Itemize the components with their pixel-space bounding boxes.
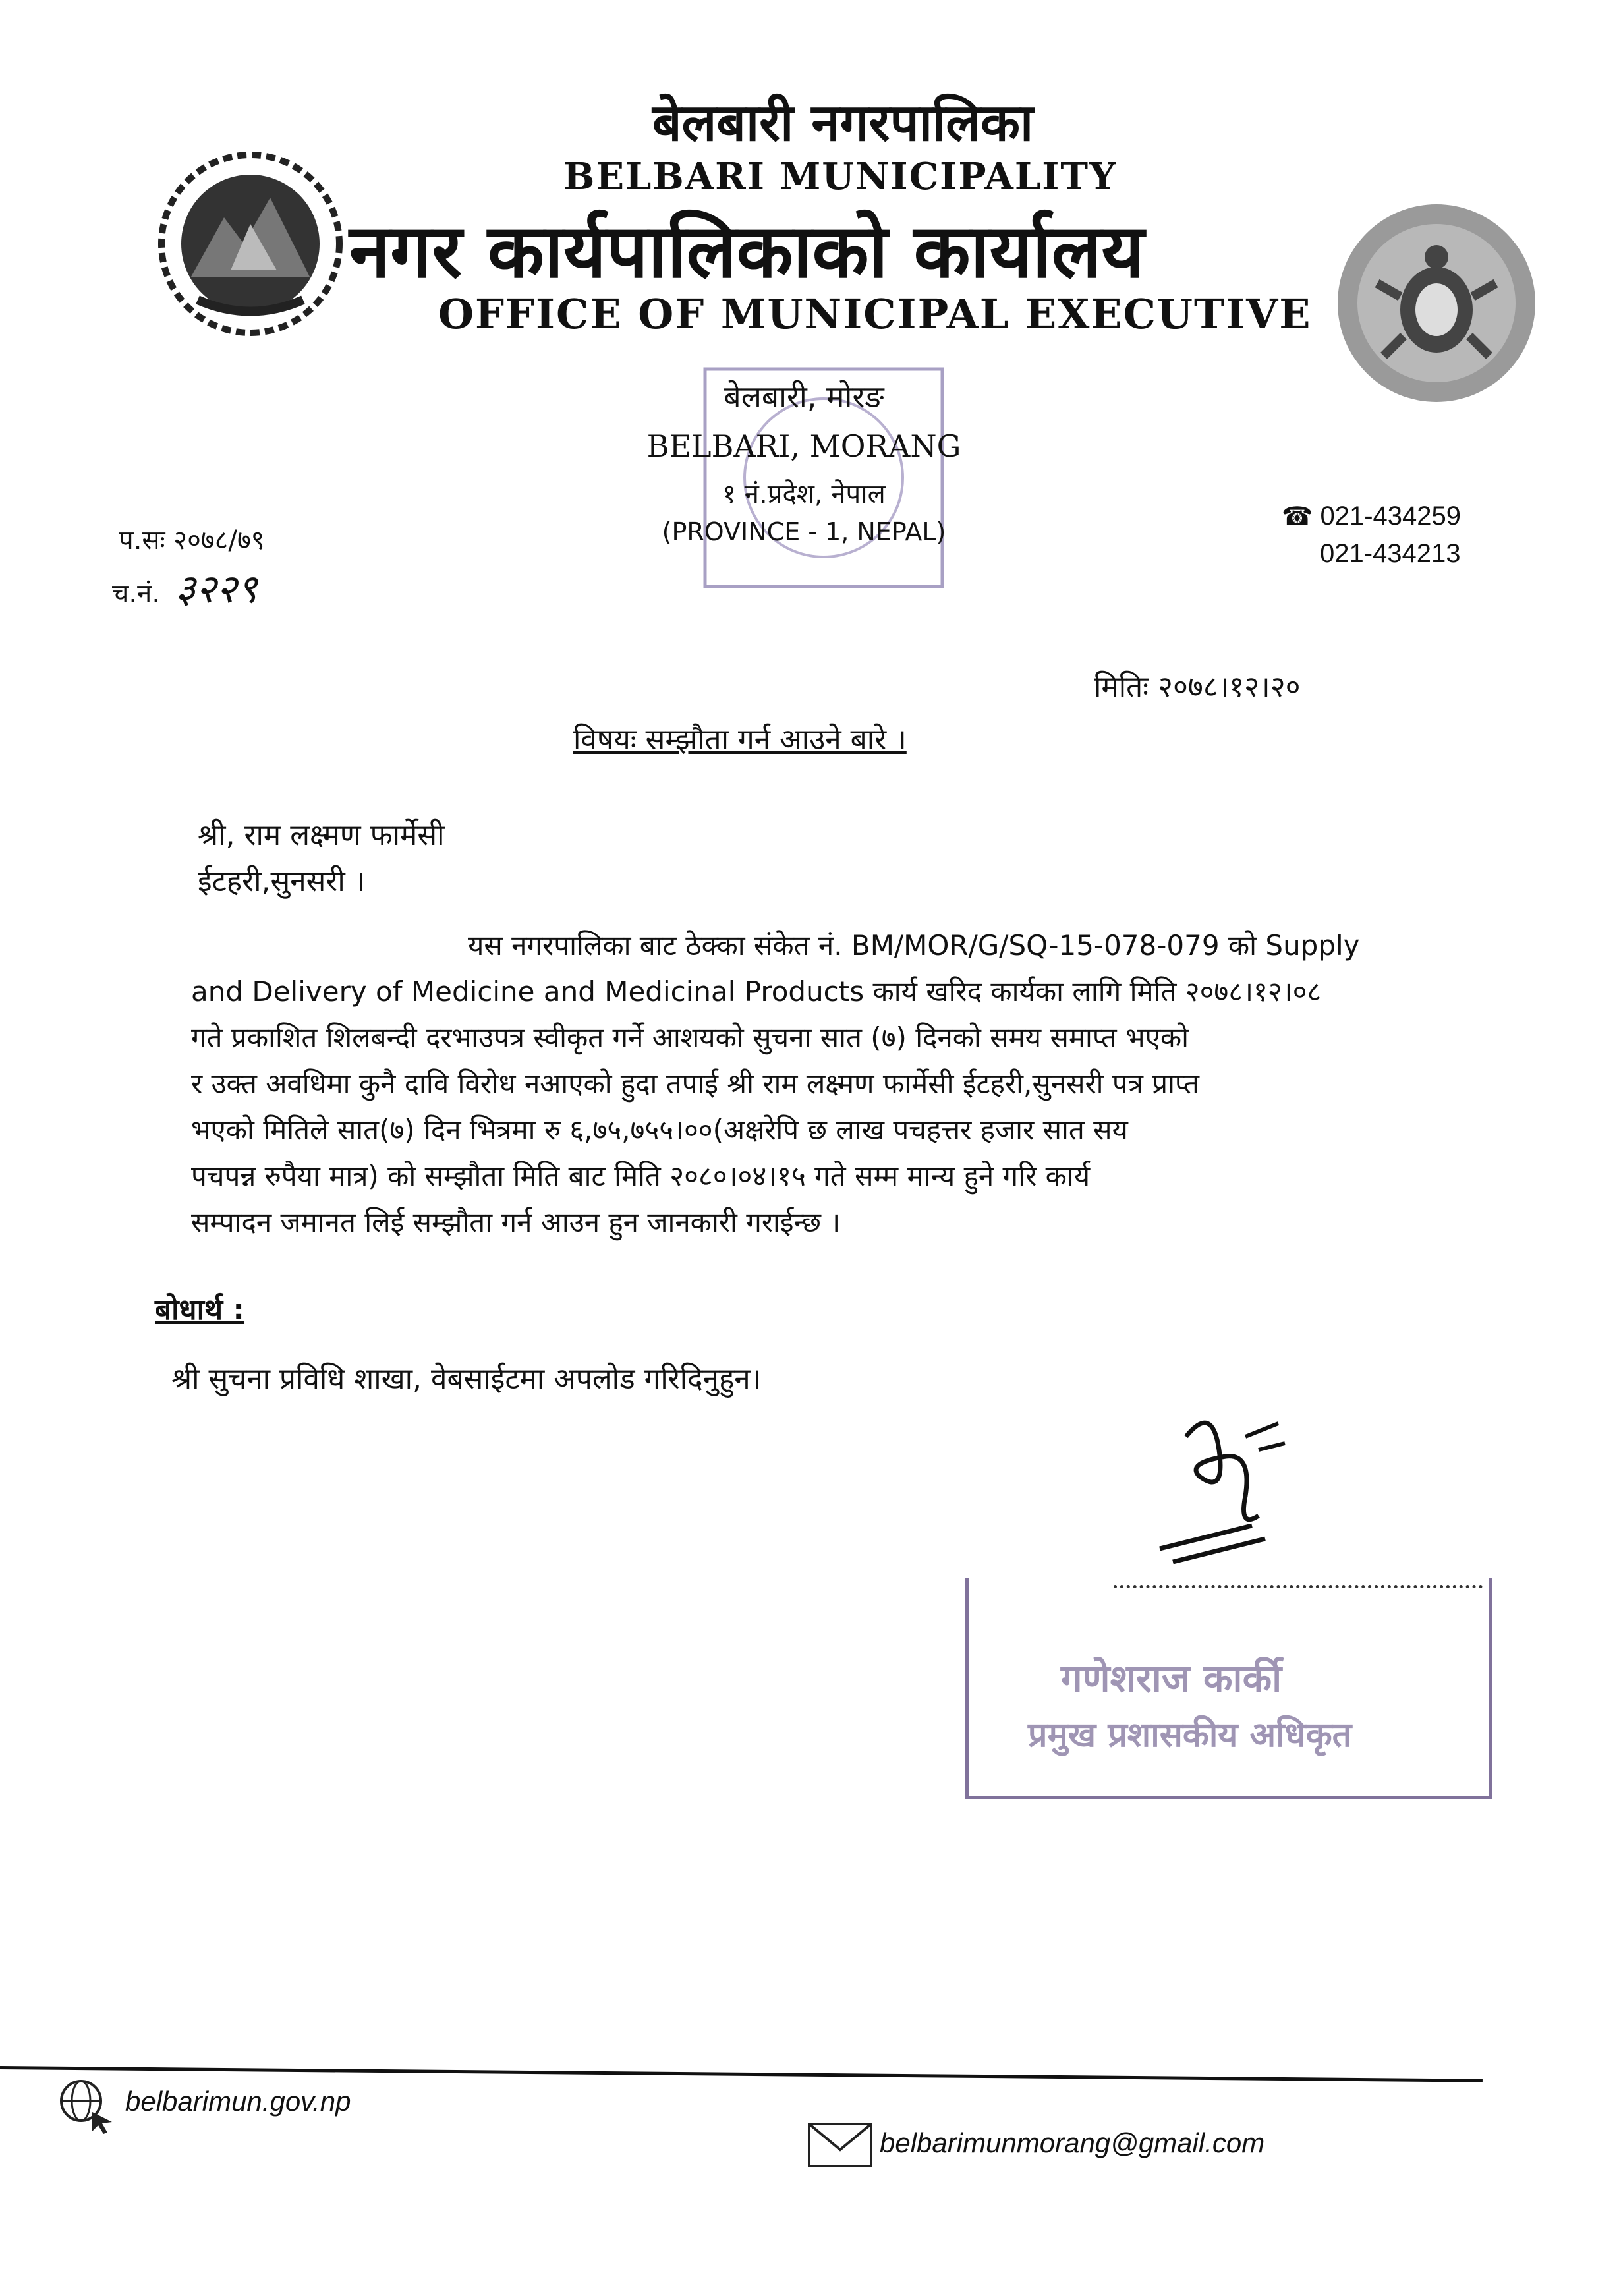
dispatch-label: च.नं. — [112, 579, 161, 609]
phone-block — [1282, 498, 1461, 572]
phone-icon: ☎ — [1282, 503, 1313, 531]
signatory-title: प्रमुख प्रशासकीय अधिकृत — [1028, 1715, 1352, 1755]
body-line: गते प्रकाशित शिलबन्दी दरभाउपत्र स्वीकृत गर्ने आशयको सुचना सात (७) दिनको समय समाप्त भएको — [191, 1021, 1189, 1054]
province-en: (PROVINCE - 1, NEPAL) — [662, 517, 946, 546]
letter-date: मितिः २०७८।१२।२० — [1094, 670, 1301, 704]
body-line: यस नगरपालिका बाट ठेक्का संकेत नं. BM/MOR/G/SQ-15-078-079 को Supply — [468, 929, 1360, 961]
phone-number-2: 021-434213 — [1320, 539, 1461, 568]
header-office-np: नगर कार्यपालिकाको कार्यालय — [349, 209, 1145, 295]
recipient-name: श्री, राम लक्ष्मण फार्मेसी — [198, 818, 445, 852]
globe-cursor-icon — [56, 2076, 115, 2135]
signatory-name: गणेशराज कार्की — [1061, 1656, 1282, 1701]
envelope-icon — [807, 2122, 873, 2168]
dispatch-ref — [112, 560, 258, 614]
signature-icon — [1147, 1397, 1318, 1568]
fiscal-year-ref: प.सः २०७८/७९ — [119, 525, 265, 556]
emblem-nepal-icon — [152, 145, 349, 343]
header-office-en: OFFICE OF MUNICIPAL EXECUTIVE — [438, 290, 1312, 338]
header-municipality-np: बेलबारी नगरपालिका — [652, 94, 1034, 153]
subject-line: विषयः सम्झौता गर्न आउने बारे । — [573, 723, 907, 757]
body-line: भएको मितिले सात(७) दिन भित्रमा रु ६,७५,७५५।००(अक्षरेपि छ लाख पचहत्तर हजार सात सय — [191, 1114, 1128, 1146]
municipal-seal-icon — [1331, 198, 1542, 409]
phone-number-1: 021-434259 — [1320, 502, 1462, 531]
footer-website[interactable]: belbarimun.gov.np — [125, 2086, 351, 2117]
recipient-address: ईटहरी,सुनसरी । — [198, 865, 366, 898]
address-np: बेलबारी, मोरङ — [724, 379, 884, 415]
body-line: र उक्त अवधिमा कुनै दावि विरोध नआएको हुदा तपाई श्री राम लक्ष्मण फार्मेसी ईटहरी,सुनसरी पत्र प्राप्त — [191, 1068, 1199, 1100]
body-line: सम्पादन जमानत लिई सम्झौता गर्न आउन हुन जानकारी गराईन्छ । — [191, 1206, 841, 1238]
dispatch-number: ३२२९ — [175, 566, 258, 612]
cc-line: श्री सुचना प्रविधि शाखा, वेबसाईटमा अपलोड गरिदिनुहुन। — [171, 1362, 762, 1396]
body-line: and Delivery of Medicine and Medicinal Products कार्य खरिद कार्यका लागि मिति २०७८।१२।०८ — [191, 975, 1322, 1008]
body-paragraph — [191, 923, 1443, 1246]
header-municipality-en: BELBARI MUNICIPALITY — [563, 155, 1118, 198]
address-en: BELBARI, MORANG — [646, 428, 961, 464]
cc-label: बोधार्थ : — [155, 1293, 245, 1327]
footer-email[interactable]: belbarimunmorang@gmail.com — [880, 2127, 1265, 2158]
province-np: १ नं.प्रदेश, नेपाल — [722, 479, 886, 509]
signatory-stamp — [965, 1578, 1492, 1799]
body-line: पचपन्न रुपैया मात्र) को सम्झौता मिति बाट मिति २०८०।०४।१५ गते सम्म मान्य हुने गरि कार्य — [191, 1160, 1091, 1192]
footer-rule — [0, 2066, 1483, 2082]
